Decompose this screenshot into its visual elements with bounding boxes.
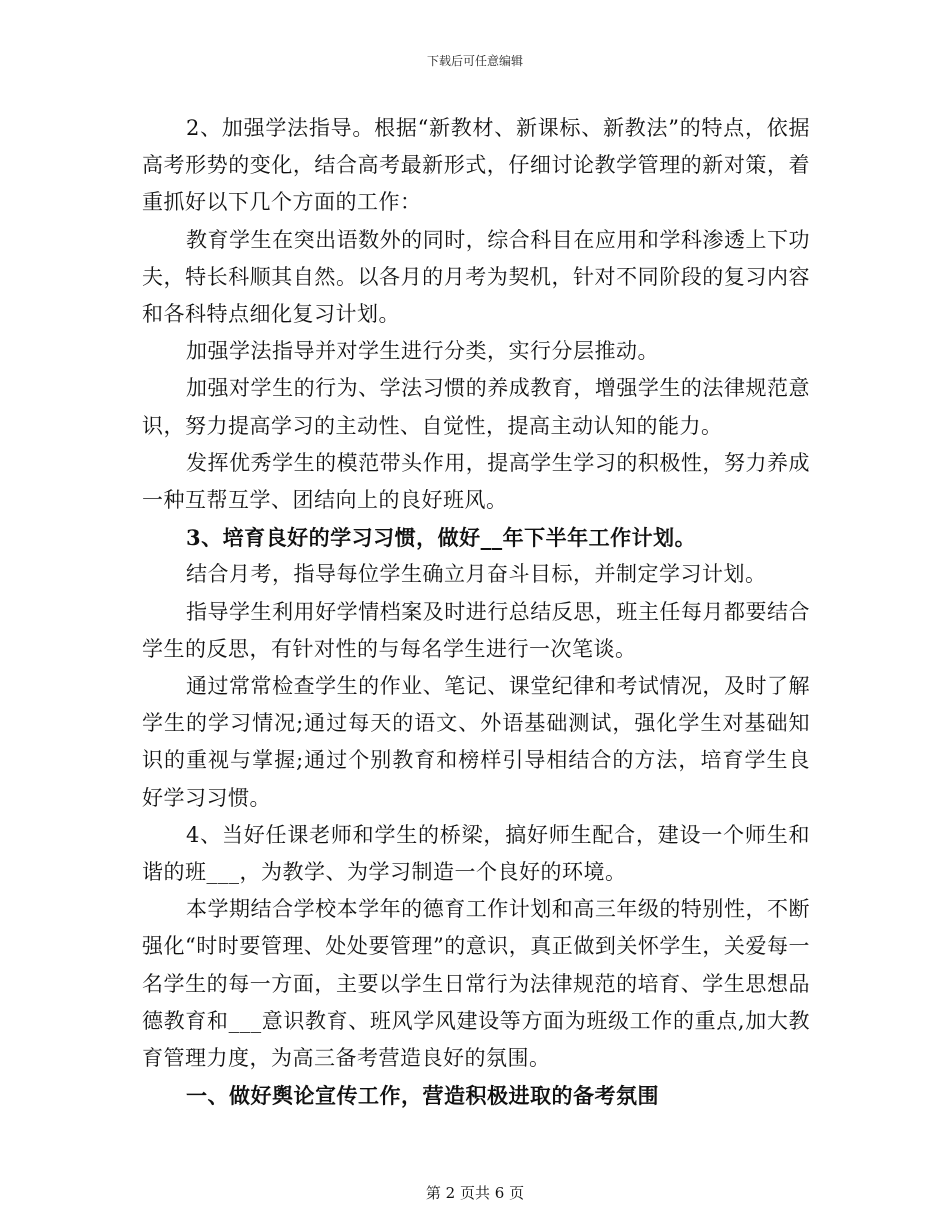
paragraph: 4、当好任课老师和学生的桥梁，搞好师生配合，建设一个师生和谐的班___，为教学、为学习制造一个良好的环境。 xyxy=(142,822,810,885)
section-heading: 一、做好舆论宣传工作，营造积极进取的备考氛围 xyxy=(186,1083,659,1109)
page-header: 下载后可任意编辑 xyxy=(426,54,523,68)
paragraph: 加强学法指导并对学生进行分类，实行分层推动。 xyxy=(186,339,659,364)
paragraph: 教育学生在突出语数外的同时，综合科目在应用和学科渗透上下功夫，特长科顺其自然。以各月的月考为契机，针对不同阶段的复习内容和各科特点细化复习计划。 xyxy=(142,227,810,327)
paragraph: 通过常常检查学生的作业、笔记、课堂纪律和考试情况，及时了解学生的学习情况;通过每天的语文、外语基础测试，强化学生对基础知识的重视与掌握;通过个别教育和榜样引导相结合的方法，培育学生良好学习习惯。 xyxy=(142,674,810,810)
paragraph: 2、加强学法指导。根据“新教材、新课标、新教法”的特点，依据高考形势的变化，结合高考最新形式，仔细讨论教学管理的新对策，着重抓好以下几个方面的工作： xyxy=(142,116,810,215)
page-number-footer: 第 2 页共 6 页 xyxy=(425,1184,525,1202)
section-heading: 3、培育良好的学习习惯，做好__年下半年工作计划。 xyxy=(186,525,697,551)
paragraph: 加强对学生的行为、学法习惯的养成教育，增强学生的法律规范意识，努力提高学习的主动性、自觉性，提高主动认知的能力。 xyxy=(142,376,810,438)
paragraph: 本学期结合学校本学年的德育工作计划和高三年级的特别性，不断强化“时时要管理、处处要管理”的意识，真正做到关怀学生，关爱每一名学生的每一方面，主要以学生日常行为法律规范的培育、学生思想品德教育和___意识教育、班风学风建设等方面为班级工作的重点,加大教育管理力度，为高三备考营造良好的氛围。 xyxy=(142,897,810,1071)
paragraph: 指导学生利用好学情档案及时进行总结反思，班主任每月都要结合学生的反思，有针对性的与每名学生进行一次笔谈。 xyxy=(142,599,810,661)
paragraph: 发挥优秀学生的模范带头作用，提高学生学习的积极性，努力养成一种互帮互学、团结向上的良好班风。 xyxy=(142,450,810,513)
document-body xyxy=(142,110,810,1114)
paragraph: 结合月考，指导每位学生确立月奋斗目标，并制定学习计划。 xyxy=(186,562,767,587)
